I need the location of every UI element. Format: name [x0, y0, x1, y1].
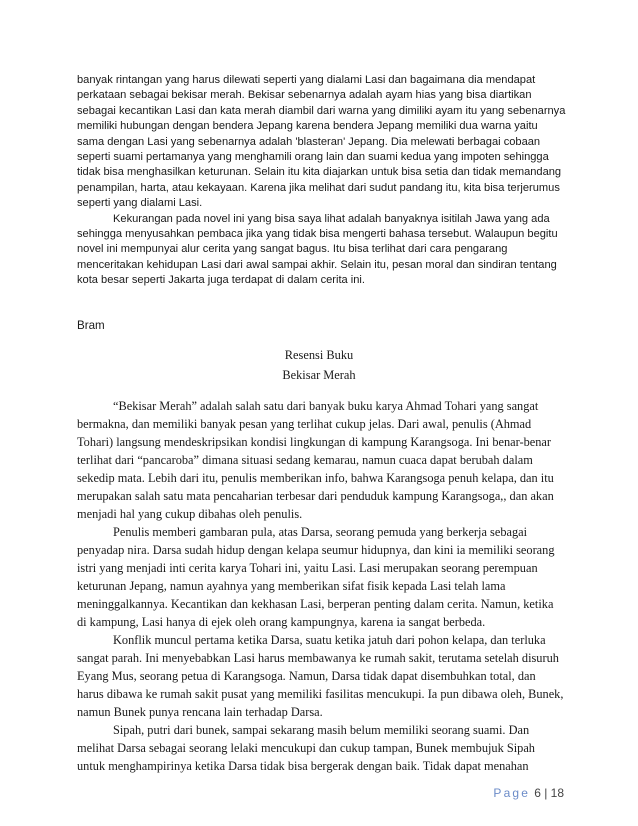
review-paragraph	[77, 397, 565, 523]
paragraph-text: “Bekisar Merah” adalah salah satu dari banyak buku karya Ahmad Tohari yang sangat bermakna, dan memiliki banyak pesan yang terlihat cukup jelas. Dari awal, penulis (Ahmad Tohari) langsung mendeskripsikan kondisi lingkungan di kampung Karangsoga. Ini benar-benar terlihat dari “pancaroba” dimana situasi sedang kemarau, namun cuaca dapat berubah dalam sekedip mata. Lebih dari itu, penulis memberikan info, bahwa Karangsoga penuh kelapa, dan itu merupakan salah satu mata pencaharian terbesar dari penduduk kampung Karangsoga,, dan akan menjadi hal yang cukup dibahas oleh penulis.	[77, 399, 554, 521]
review-paragraph	[77, 523, 565, 631]
paragraph-text: Kekurangan pada novel ini yang bisa saya lihat adalah banyaknya isitilah Jawa yang ada sehingga menyusahkan pembaca jika yang tidak bisa mengerti bahasa tersebut. Walaupun begitu novel ini mempunyai alur cerita yang sangat bagus. Itu bisa terlihat dari cara pengarang menceritakan kehidupan Lasi dari awal sampai akhir. Selain itu, pesan moral dan sindiran tentang kota besar seperti Jakarta juga terdapat di dalam cerita ini.	[77, 212, 558, 287]
author-name: Bram	[77, 319, 105, 332]
book-title: Bekisar Merah	[282, 368, 356, 382]
review-heading: Resensi Buku	[284, 348, 354, 362]
review-body	[77, 397, 565, 775]
page-number: 6 | 18	[534, 786, 564, 800]
paragraph-text: Penulis memberi gambaran pula, atas Darsa, seorang pemuda yang berkerja sebagai penyadap nira. Darsa sudah hidup dengan kelapa seumur hidupnya, dan kini ia memiliki seorang istri yang menjadi inti cerita karya Tohari ini, yaitu Lasi. Lasi merupakan seorang perempuan keturunan Jepang, namun ayahnya yang memberikan sifat fisik kepada Lasi telah lama meninggalkannya. Kecantikan dan kekhasan Lasi, berperan penting dalam cerita. Namun, ketika di kampung, Lasi hanya di ejek oleh orang kampungnya, karena ia sangat berbeda.	[77, 525, 555, 629]
paragraph-text: Sipah, putri dari bunek, sampai sekarang masih belum memiliki seorang suami. Dan melihat Darsa sebagai seorang lelaki mencukupi dan cukup tampan, Bunek membujuk Sipah untuk menghampirinya ketika Darsa tidak bisa bergerak dengan baik. Tidak dapat menahan	[77, 723, 535, 773]
intro-text-block	[77, 73, 567, 289]
page-footer	[493, 786, 564, 800]
review-paragraph	[77, 631, 565, 721]
intro-paragraph: banyak rintangan yang harus dilewati seperti yang dialami Lasi dan bagaimana dia mendapat perkataan sebagai bekisar merah. Bekisar sebenarnya adalah ayam hias yang bisa diartikan sebagai kecantikan Lasi dan kata merah diambil dari warna yang dimiliki ayam itu yang sebenarnya memiliki hubungan dengan bendera Jepang karena bendera Jepang memiliki dua warna yaitu sama dengan Lasi yang sebenarnya adalah 'blasteran' Jepang. Dia melewati berbagai cobaan seperti suami pertamanya yang menghamili orang lain dan suami kedua yang impoten sehingga tidak bisa menghasilkan keturunan. Selain itu kita diajarkan untuk bisa setia dan tidak memandang penampilan, harta, atau kekayaan. Karena jika melihat dari sudut pandang itu, kita bisa terjerumus seperti yang dialami Lasi.	[77, 74, 566, 210]
review-paragraph	[77, 721, 565, 775]
paragraph-text: Konflik muncul pertama ketika Darsa, suatu ketika jatuh dari pohon kelapa, dan terluka sangat parah. Ini menyebabkan Lasi harus membawanya ke rumah sakit, terutama setelah disuruh Eyang Mus, seorang petua di Karangsoga. Namun, Darsa tidak dapat disembuhkan total, dan harus dibawa ke rumah sakit pusat yang memiliki fasilitas mencukupi. Ia pun dibawa oleh, Bunek, namun Bunek punya rencana lain terhadap Darsa.	[77, 633, 564, 719]
intro-paragraph	[77, 212, 567, 289]
page-label: Page	[493, 786, 531, 800]
